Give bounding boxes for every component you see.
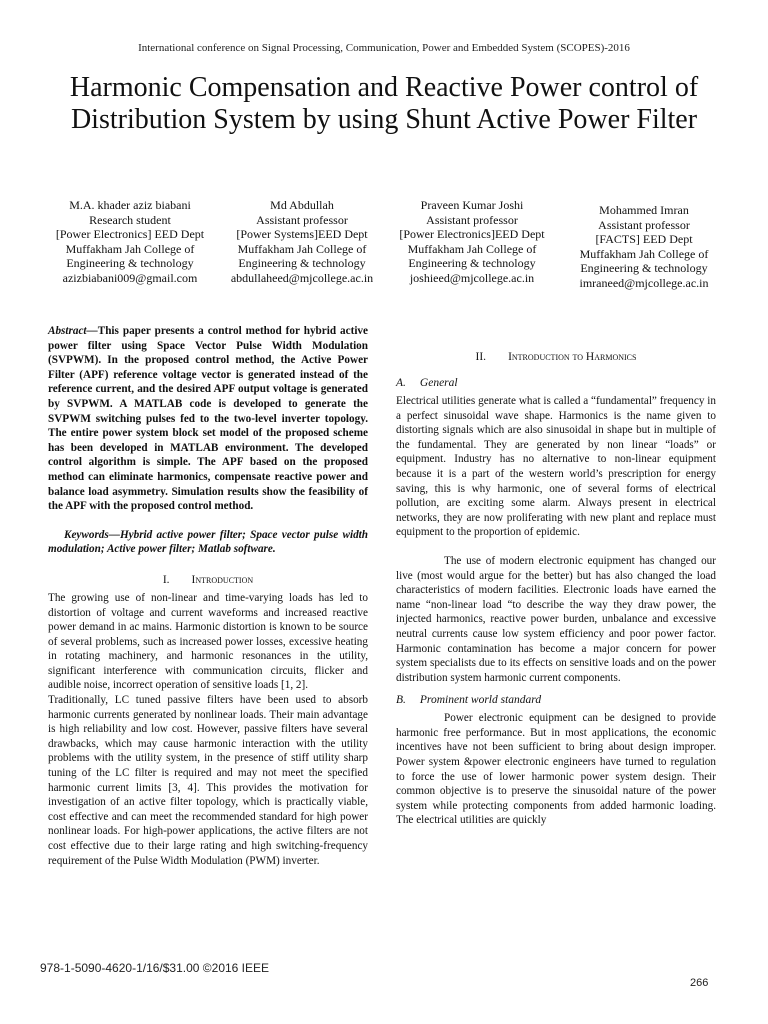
author-dept: [Power Systems]EED Dept [236, 227, 368, 242]
author-block-3 [377, 198, 567, 286]
author-block-1 [35, 198, 225, 286]
right-column [396, 350, 716, 828]
general-paragraph-1: Electrical utilities generate what is called a “fundamental” frequency in a perfect sinusoidal wave shape. Harmonics is the name given to distorting signals which are also sinusoidal in shape but in multiple of the fundamental. They are generated by non linear “loads” or equipment. Industry has no alternative to non-linear equipment because it is a part of the western world’s prescription for energy saving, this is why harmonic, one of several forms of electrical pollution, are exciting some alarm. Always present in electrical networks, they are now proliferating with new plant and replace must equipment to the proportion of epidemic. [396, 395, 716, 539]
abstract-label: Abstract— [48, 325, 98, 337]
subsection-heading-general [396, 376, 716, 390]
section-heading-intro [48, 573, 368, 587]
conference-header: International conference on Signal Processing, Communication, Power and Embedded System (SCOPES)-2016 [138, 42, 630, 54]
author-name: M.A. khader aziz biabani [69, 198, 191, 212]
intro-paragraph-1: The growing use of non-linear and time-varying loads has led to distortion of voltage and current waveforms and increased reactive power demand in ac mains. Harmonic distortion is known to be source of several problems, such as increased power losses, excessive heating in rotating machinery, and harmonic resonances in the utility, significant interference with communication circuits, flicker and audible noise, incorrect operation of sensitive loads [1, 2]. [48, 591, 368, 692]
author-college: Engineering & technology [238, 256, 366, 271]
author-name: Md Abdullah [270, 198, 334, 212]
author-name: Mohammed Imran [599, 203, 689, 217]
author-role: Research student [89, 212, 171, 227]
paper-title: Harmonic Compensation and Reactive Power control of Distribution System by using Shunt Active Power Filter [69, 72, 699, 135]
author-email: imraneed@mjcollege.ac.in [579, 275, 709, 290]
author-role: Assistant professor [426, 212, 518, 227]
author-college: Engineering & technology [408, 256, 536, 271]
standard-paragraph: Power electronic equipment can be designed to provide harmonic free performance. But in most applications, the economic incentives have not been sufficient to bring about design improper. Power system &power electronic engineers have turned to regulation to force the use of lower harmonic power system design. Their common objective is to preserve the sinusoidal nature of the power system while protecting components from added harmonic loading. The electrical utilities are quickly [396, 712, 716, 827]
subsection-number: B. [396, 694, 406, 707]
subsection-title: General [419, 377, 458, 389]
copyright-notice: 978-1-5090-4620-1/16/$31.00 ©2016 IEEE [40, 961, 270, 975]
author-email: joshieed@mjcollege.ac.in [409, 270, 535, 285]
keywords-label: Keywords— [64, 528, 120, 541]
section-title: Introduction to Harmonics [508, 351, 637, 363]
page-number: 266 [690, 977, 709, 989]
left-column [48, 324, 368, 868]
author-college: Muffakham Jah College of [407, 241, 537, 256]
author-college: Engineering & technology [580, 261, 708, 276]
author-dept: [Power Electronics]EED Dept [399, 227, 545, 242]
intro-paragraph-2: Traditionally, LC tuned passive filters have been used to absorb harmonic currents generated by nonlinear loads. Their main advantage is high reliability and low cost. However, passive filters have several drawbacks, which may cause harmonic interaction with the utility problems with the utility system, in the presence of stiff utility sharp tuning of the LC filter is required and may not meet the specified harmonic current limits [3, 4]. This provides the motivation for investigation of an active filter topology, which is practically viable, cost effective and can meet the recommended standard for high power nonlinear loads. For high-power applications, the active filters are not cost effective due to their large rating and high switching-frequency requirement of the Pulse Width Modulation (PWM) inverter. [48, 694, 368, 867]
author-college: Muffakham Jah College of [65, 241, 195, 256]
author-email: azizbiabani009@gmail.com [62, 270, 198, 285]
section-title: Introduction [191, 573, 254, 586]
author-email: abdullaheed@mjcollege.ac.in [230, 270, 374, 285]
author-role: Assistant professor [598, 217, 690, 232]
author-college: Muffakham Jah College of [237, 241, 367, 256]
author-college: Muffakham Jah College of [579, 246, 709, 261]
abstract [48, 324, 368, 514]
subsection-number: A. [396, 377, 406, 389]
general-paragraph-2: The use of modern electronic equipment has changed our live (most would argue for the better) but has also changed the load characteristics of modern facilities. Electronic loads have earned the name “non-linear load “to describe the way they draw power, the injected harmonics, reactive power burden, unbalance and excessive neutral currents cause low system efficiency and poor power factor. Harmonic contamination has become a major concern for power system specialists due to its effects on sensitive loads and on the power distribution system harmonic current components. [396, 554, 716, 684]
keywords-text: Hybrid active power filter; Space vector pulse width modulation; Active power filter; Matlab software. [48, 528, 368, 556]
subsection-title: Prominent world standard [419, 694, 542, 707]
author-college: Engineering & technology [66, 256, 194, 271]
section-heading-harmonics [396, 350, 716, 364]
author-block-2 [207, 198, 397, 286]
subsection-heading-standard [396, 693, 716, 707]
author-dept: [Power Electronics] EED Dept [55, 227, 205, 242]
section-number: I. [162, 573, 170, 586]
author-block-4 [549, 203, 739, 291]
author-role: Assistant professor [256, 212, 348, 227]
section-number: II. [475, 351, 487, 363]
abstract-text: This paper presents a control method for hybrid active power filter using Space Vector Pulse Width Modulation (SVPWM). In the proposed control method, the Active Power Filter (APF) reference voltage vector is generated instead of the reference current, and the desired APF output voltage is generated by SVPWM. A MATLAB code is developed to generate the SVPWM switching pulses fed to the two-level inverter topology. The entire power system block set model of the proposed scheme has been developed in MATLAB environment. The developed control algorithm is simple. The APF based on the proposed method can eliminate harmonics, compensate reactive power and balance load asymmetry. Simulation results show the feasibility of the APF with the proposed control method. [48, 325, 368, 513]
author-dept: [FACTS] EED Dept [595, 232, 693, 247]
author-name: Praveen Kumar Joshi [420, 198, 524, 212]
keywords [48, 528, 368, 557]
